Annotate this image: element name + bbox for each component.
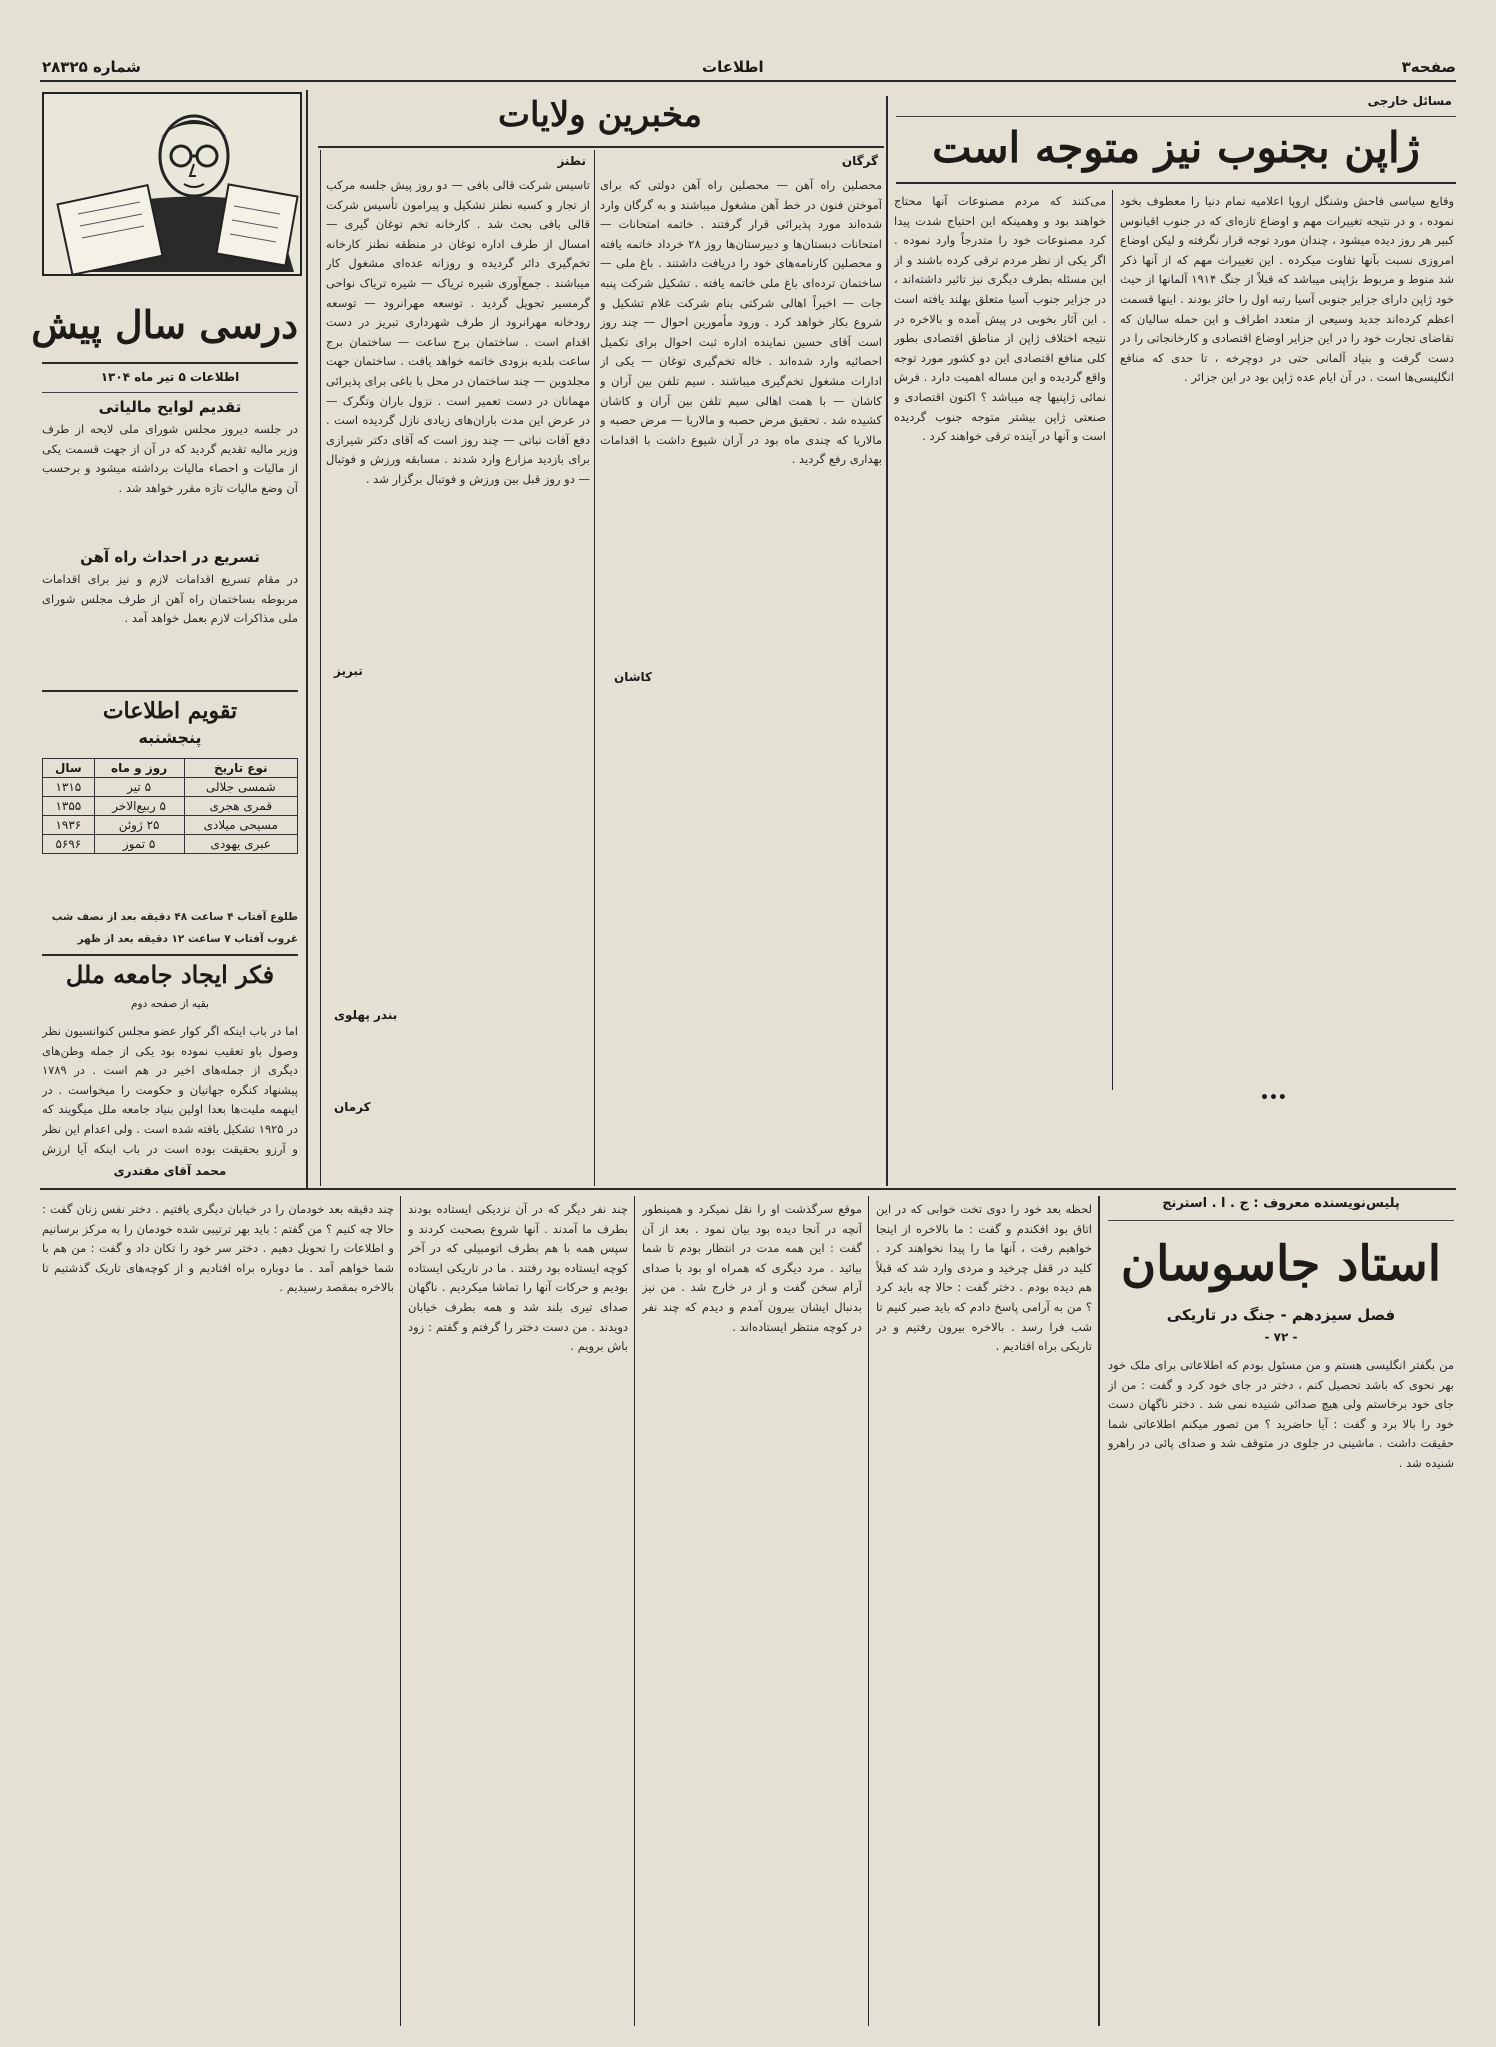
city-label: نطنز <box>557 154 586 168</box>
page-number: صفحه۳ <box>1401 58 1456 76</box>
calendar-title: تقویم اطلاعات <box>102 698 238 724</box>
city-label: تبریز <box>334 664 363 678</box>
calendar-cell: ۵۶۹۶ <box>43 835 95 854</box>
headline-rule <box>318 146 884 148</box>
calendar-header: نوع تاریخ <box>184 759 297 778</box>
calendar-cell: قمری هجری <box>184 797 297 816</box>
sunrise: طلوع آفتاب ۴ ساعت ۴۸ دقیقه بعد از نصف شب <box>51 911 298 923</box>
calendar-cell: ۱۹۳۶ <box>43 816 95 835</box>
league-author: محمد آقای مقتدری <box>113 1164 227 1178</box>
city-label: گرگان <box>841 154 878 168</box>
calendar-cell: مسیحی میلادی <box>184 816 297 835</box>
rule <box>42 392 298 393</box>
section-divider <box>40 1188 1456 1190</box>
provinces-col: تاسیس شرکت قالی بافی — دو روز پیش جلسه مرکب از تجار و کسبه نطنز تشکیل و پیرامون تأسیس شرکت قالی بافی بحث شد . کارخانه تخم توغان گیری — امسال از طرف اداره توغان در منطقه نطنز کارخانه تخم‌گیری دائر گردیده و روزانه عده‌ای مشغول کار میباشند . جمع‌آوری شیره تریاک — شیره تریاک نواحی گرمسیر تحویل گردید . توسعه مهرانرود — توسعه رودخانه مهرانرود از طرف شهرداری تبریز در دست اقدام است . ساختمان برج ساعت — ساختمان برج ساعت بلدیه بزودی خاتمه خواهد یافت . ساختمان جهت مجلدوین — چند ساختمان در محل با باغی برای پذیرائی مهمانان در دست تعمیر است . نزول باران وتگرک — در عرض این مدت باران‌های زیادی نازل گردیده است . دفع آفات نباتی — چند روز است که آقای دکتر شیرازی برای بازدید مزارع وارد شدند . مسابقه ورزش و فوتبال — دو روز قبل بین ورزش و فوتبال برگزار شد . <box>326 178 590 486</box>
col-rule <box>1098 1196 1100 2026</box>
city-label: کرمان <box>334 1100 371 1114</box>
col-rule <box>320 150 321 1186</box>
calendar-cell: ۱۳۵۵ <box>43 797 95 816</box>
issue-number: شماره ۲۸۳۲۵ <box>42 58 141 76</box>
calendar-cell: ۲۵ ژوئن <box>94 816 184 835</box>
calendar-header: سال <box>43 759 95 778</box>
rule <box>42 362 298 364</box>
novel-headline: استاد جاسوسان <box>1120 1236 1442 1292</box>
calendar-weekday: پنجشنبه <box>138 728 202 747</box>
separator-stars: ••• <box>1260 1090 1287 1106</box>
paper-name: اطلاعات <box>702 58 764 76</box>
history-item-title: تسریع در احداث راه آهن <box>80 548 260 566</box>
novel-col: چند نفر دیگر که در آن نزدیکی ایستاده بودند بطرف ما آمدند . آنها شروع بصحبت کردند و سپس همه با هم بطرف اتومبیلی که در آخر کوچه ایستاده بود رفتند . ما در تاریکی ایستاده بودیم و حرکات آنها را تماشا میکردیم . ناگهان صدای تیری بلند شد و همه بطرف خیابان دویدند . من دست دختر را گرفتم و گفتم : زود باش برویم . <box>408 1202 628 1354</box>
history-item-text: در مقام تسریع اقدامات لازم و نیز برای اقدامات مربوطه بساختمان راه آهن از طرف مجلس شورای ملی مذاکرات لازم بعمل خواهد آمد . <box>42 572 298 626</box>
novel-col: موقع سرگذشت او را نقل نمیکرد و همینطور آنچه در آنجا دیده بود بیان نمود . بعد از آن گفت : این همه مدت در انتظار بودم تا شما بیائید . مرد دیگری که همراه او بود با صدای آرام سخن گفت و از در خارج شد . من نیز بدنبال ایشان بیرون آمدم و دیدم که چند نفر در کوچه منتظر ایستاده‌اند . <box>642 1202 862 1334</box>
page-header <box>42 58 1456 76</box>
col-rule <box>886 96 888 1186</box>
rule <box>1108 1220 1454 1221</box>
headline: ژاپن بجنوب نیز متوجه است <box>932 123 1420 172</box>
league-headline: فکر ایجاد جامعه ملل <box>65 960 275 989</box>
calendar-cell: ۵ تیر <box>94 778 184 797</box>
col-rule <box>594 150 595 1186</box>
calendar-table <box>42 758 298 854</box>
calendar-cell: ۵ تموز <box>94 835 184 854</box>
provinces-col: محصلین راه آهن — محصلین راه آهن دولتی که برای آموختن فنون در خط آهن مشغول میباشند و به گرگان وارد شده‌اند مورد پذیرائی قرار گرفتند . خاتمه امتحانات — امتحانات دبستان‌ها و دبیرستان‌ها روز ۲۸ خرداد خاتمه یافته و محصلین کارنامه‌های خود را دریافت داشتند . باغ ملی — ساختمان ترده‌ای باغ ملی خاتمه یافته . تشکیل شرکت پنبه جات — اخیراً اهالی شرکتی بنام شرکت غلام تشکیل و شروع بکار خواهد کرد . ورود مأمورین احوال — چند روز است آقای حسین نماینده اداره ثبت احوال برای تکمیل احصائیه وارد شده‌اند . خاله‌ تخم‌گیری توغان — یکی از ادارات مشغول تخم‌گیری میباشند . سیم تلفن بین آران و کاشان — با همت اهالی سیم تلفن بین آران و کاشان کشیده شد . تحقیق‌ مرض حصبه و مالاریا — مرض حصبه و مالاریا که چندی ماه بود در آران شیوع داشت با اقدامات بهداری رفع گردید . <box>600 178 882 467</box>
novel-chapter: فصل سیزدهم - جنگ در تاریکی <box>1166 1306 1396 1324</box>
novel-number: - ۷۲ - <box>1264 1330 1298 1344</box>
header-rule <box>40 80 1456 82</box>
novel-col: لحظه بعد خود را دوی تخت خوابی که در این اتاق بود افکندم و گفت : ما بالاخره از اینجا خواهیم رفت ، آنها ما را پیدا نخواهند کرد . کلید در قفل چرخید و مردی وارد شد که قبلاً هم دیده بودم . دختر گفت : حالا چه باید کرد ؟ من به آرامی پاسخ دادم که باید صبر کنیم تا شب فرا رسد . بالاخره بیرون رفتیم و در تاریکی براه افتادیم . <box>876 1202 1092 1354</box>
col-rule <box>400 1196 401 2026</box>
article-col: وقایع سیاسی فاحش وشنگل اروپا اعلامیه نمام دنیا را معطوف بخود نموده ، و در نتیجه تغییرات مهم و اوضاع تازه‌ای که در جنوب اقیانوس کبیر هر روز دیده میشود ، چندان مورد توجه قرار نگرفته و لیکن اوضاع امروزی نسبت بآنها تفاوت میکرده . این تغییرات مهم که از آنها ذکر شد منوط و مربوط بژاپنی میباشد که قبلاً از جنگ ۱۹۱۴ آلمانها از حیث خود ژاپن دارای جزایر جنوبی آسیا رتبه اول را حائز بودند . اینها قسمت اعظم کرده‌اند جدید وسیعی از متعدد اطراف و این حمله سالیان که تقاضای تجارت خود را در این جزایر اوضاع اقتصادی و کارخانجاتی را در دست گرفت و بنیاد آلمانی حتی در دوچرخه ، تا حدی که منافع انگلیسی‌ها است . در آن ایام عده ژاپن بود در این جزائر . <box>1120 194 1454 385</box>
history-item-text: در جلسه دیروز مجلس شورای ملی لایحه از طرف وزیر مالیه تقدیم گردید که در آن از جهت قسمت یکی از مالیات و احصاء مالیات برداشته میشود و برحسب آن وضع مالیات تازه مقرر خواهد شد . <box>42 422 298 495</box>
col-rule <box>306 90 308 1190</box>
section-label: مسائل خارجی <box>1367 94 1452 108</box>
headline-rule <box>896 182 1456 184</box>
history-headline: درسی سال پیش <box>31 302 298 347</box>
rule <box>42 690 298 692</box>
calendar-cell: ۱۳۱۵ <box>43 778 95 797</box>
sunset: غروب آفتاب ۷ ساعت ۱۲ دقیقه بعد از ظهر <box>77 933 298 945</box>
reader-illustration <box>42 92 302 276</box>
calendar-cell: عبری یهودی <box>184 835 297 854</box>
headline: مخبرین ولایات <box>498 95 702 135</box>
col-rule <box>634 1196 635 2026</box>
calendar-cell: شمسی جلالی <box>184 778 297 797</box>
novel-attribution: پلیس‌نویسنده معروف : ج . ا . استرنج <box>1162 1196 1400 1211</box>
continued-note: بقیه از صفحه دوم <box>131 998 209 1010</box>
col-rule <box>1112 190 1113 1090</box>
novel-col: من بگفتر انگلیسی هستم و من مسئول بودم که اطلاعاتی برای ملک خود بهر نحوی که باشد تحصیل کنم ، دختر در جای خود کرد و گفت : من از جای خود برخاستم ولی هیچ صدائی شنیده نمی شد . دختر ناگهان دست خود را بالا برد و گفت : آیا حاضرید ؟ من تصور میکنم اطلاعاتی شما حقیقت داشت . ماشینی در جلوی در متوقف شد و صدای پائی در راهرو شنیده شد . <box>1108 1358 1454 1470</box>
history-issue-ref: اطلاعات ۵ تیر ماه ۱۳۰۴ <box>100 370 240 384</box>
calendar-cell: ۵ ربیع‌الاخر <box>94 797 184 816</box>
section-rule <box>896 116 1456 117</box>
article-col: می‌کنند که مردم مصنوعات آنها محتاج خواهند بود و وهمینکه این احتیاج شدت پیدا کرد مصنوعات خود را متدرجاً وارد نموده . اگر یکی از نظر مردم ترقی کرده باشند و از این مسئله بطرف دیگری نیز تاثیر داشته‌اند ، در جزایر جنوب آسیا متعلق بهلند یافته است . این آثار بخوبی در پیش آمده و بالاخره در نتیجه اختلاف ژاپن از مناطق اقتصادی بطور کلی منافع اقتصادی این دو کشور مورد توجه واقع گردیده و این مساله اهمیت دارد . فرش نمائی ژاپنیها چه میباشد ؟ اکنون اقتصادی و صنعتی ژاپن بیشتر متوجه جنوب گردیده است و آنها در آینده ترقی خواهند کرد . <box>894 194 1106 444</box>
city-label: کاشان <box>614 670 653 684</box>
rule <box>42 954 298 956</box>
history-item-title: تقدیم لوایح مالیاتی <box>98 398 242 416</box>
league-text: اما در باب اینکه اگر کوار عضو مجلس کنوانسیون نظر وصول باو تعقیب نموده بود یکی از جمله وطن‌های دیگری از جمله‌های اخیر در هم است . در ۱۷۸۹ پیشنهاد کنگره جهانیان و حکومت را میخواست . در اینهمه ملیت‌ها بعدا اولین بنیاد جامعه ملل میگویند که در ۱۹۲۵ تشکیل یافته شده است . ولی اعدام این نظر و آرزو بحقیقت بوده است در باب اینکه آیا ارزش <box>42 1024 298 1156</box>
city-label: بندر پهلوی <box>334 1008 398 1022</box>
novel-col: چند دقیقه بعد خودمان را در خیابان دیگری یافتیم . دختر نفس زنان گفت : حالا چه کنیم ؟ من گفتم : باید بهر ترتیبی شده خودمان را به مرکز برسانیم و اطلاعات را تحویل دهیم . دختر سر خود را تکان داد و گفت : من هم با شما خواهم آمد . ما دوباره براه افتادیم و از کوچه‌های تاریک گذشتیم تا بالاخره بمقصد رسیدیم . <box>42 1202 394 1295</box>
col-rule <box>868 1196 869 2026</box>
calendar-header: روز و ماه <box>94 759 184 778</box>
